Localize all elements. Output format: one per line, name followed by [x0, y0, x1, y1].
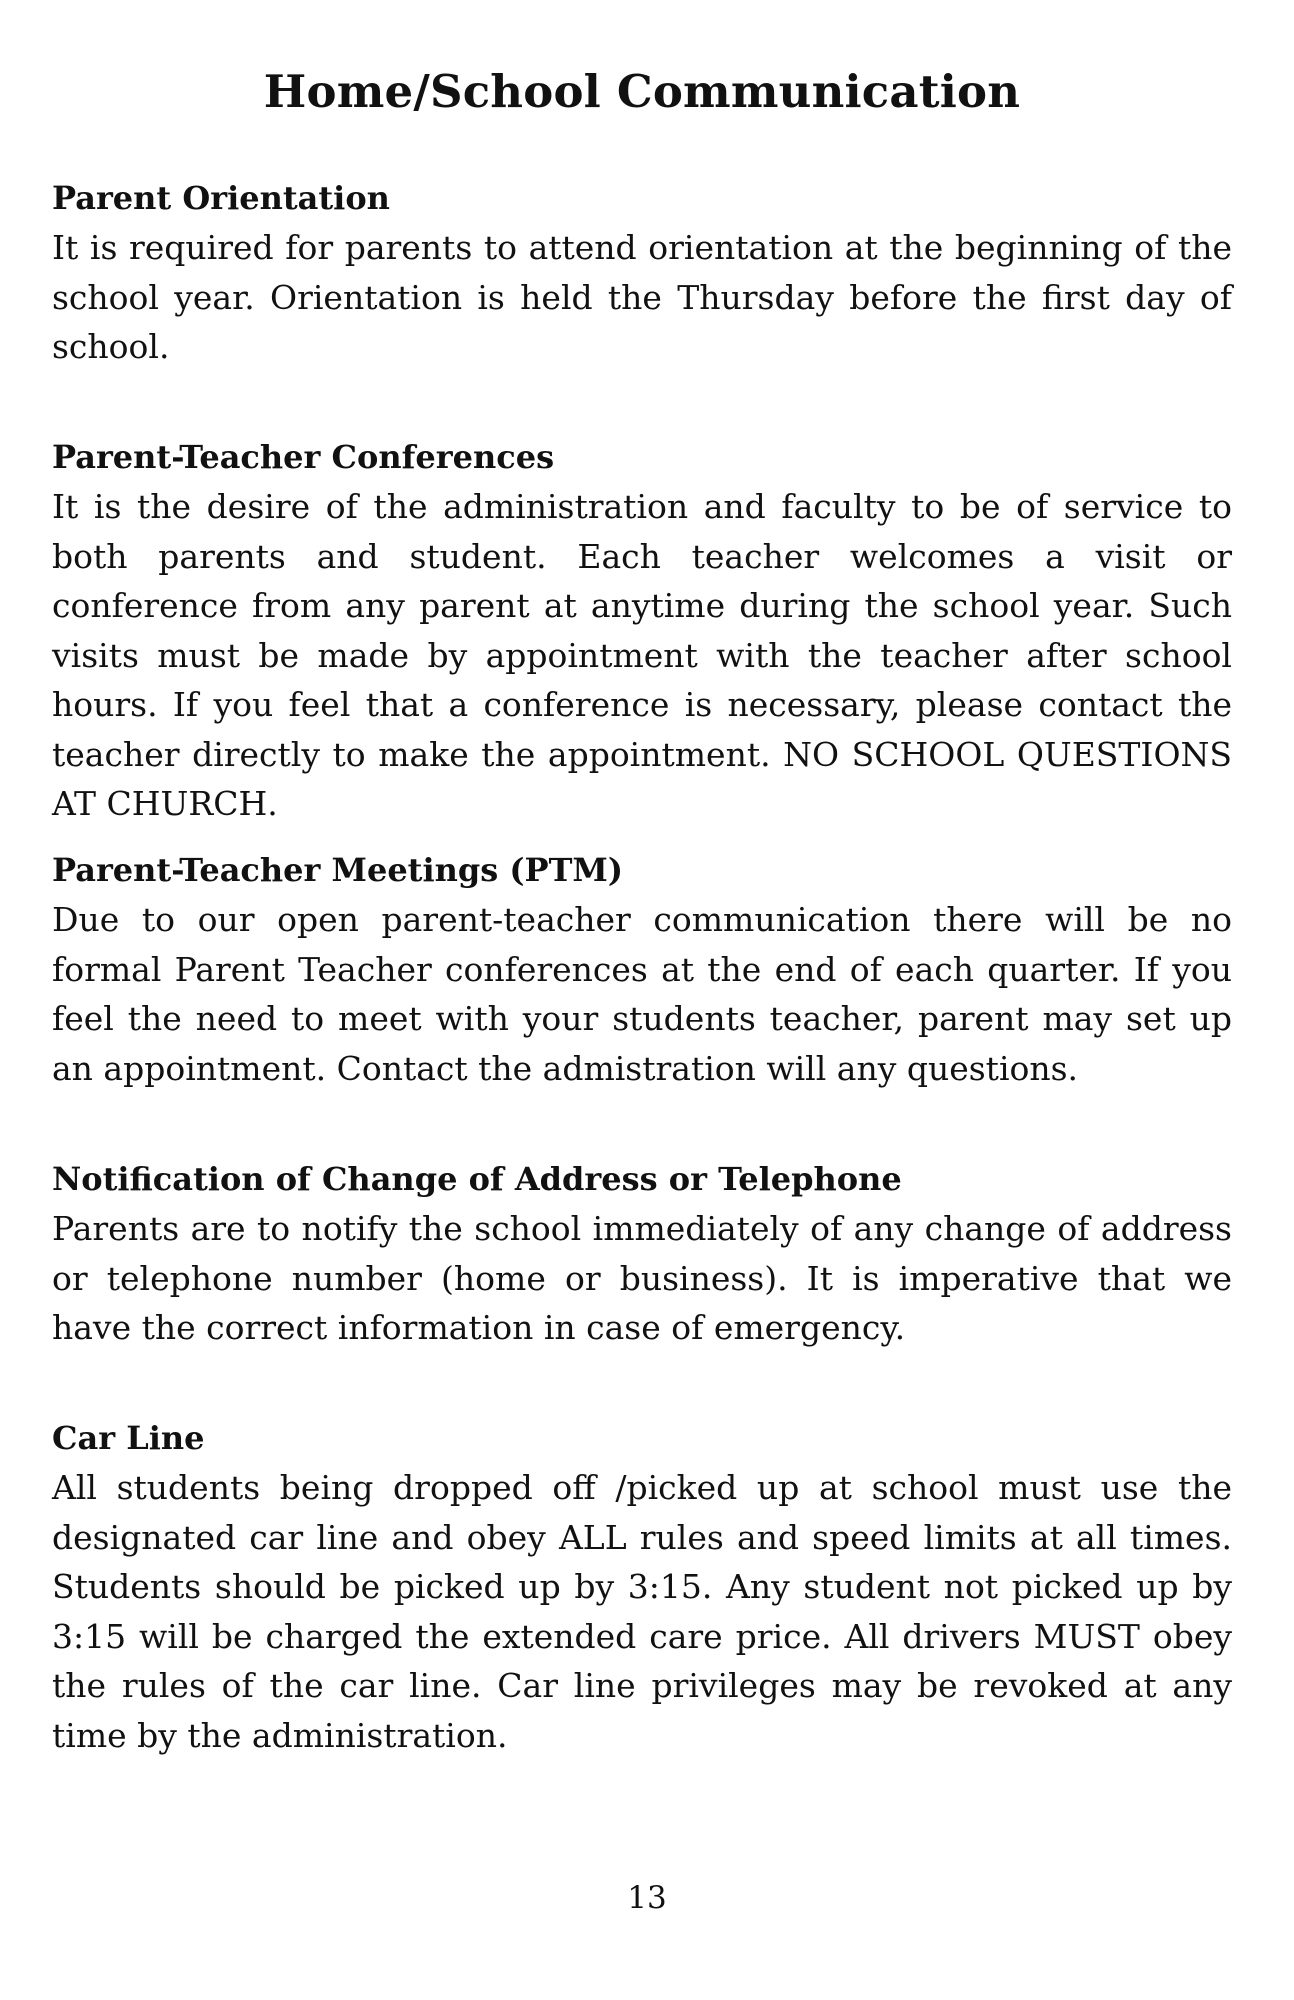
section-heading: Notification of Change of Address or Telephone — [52, 1160, 902, 1198]
section-body: It is the desire of the administration and faculty to be of service to both parents and student. Each teacher welcomes a visit or conference from any parent at anytime during the school year. Such visits must be made by appointment with the teacher after school hours. If you feel that a conference is necessary, please contact the teacher directly to make the appointment. NO SCHOOL QUESTIONS AT CHURCH. — [52, 487, 1232, 823]
section-body: It is required for parents to attend orientation at the beginning of the school year. Orientation is held the Thursday before the first day of school. — [52, 228, 1232, 366]
section-parent-teacher-meetings — [52, 846, 1232, 1093]
section-body: Due to our open parent-teacher communication there will be no formal Parent Teacher conferences at the end of each quarter. If you feel the need to meet with your students teacher, parent may set up an appointment. Contact the admistration will any questions. — [52, 900, 1232, 1088]
section-car-line — [52, 1414, 1232, 1760]
page-number: 13 — [627, 1880, 667, 1916]
section-heading: Car Line — [52, 1419, 205, 1457]
section-parent-orientation — [52, 174, 1232, 372]
section-body: Parents are to notify the school immediately of any change of address or telephone number (home or business). It is imperative that we have the correct information in case of emergency. — [52, 1209, 1232, 1347]
section-body: All students being dropped off /picked up at school must use the designated car line and obey ALL rules and speed limits at all times. Students should be picked up by 3:15. Any student not picked up by 3:15 will be charged the extended care price. All drivers MUST obey the rules of the car line. Car line privileges may be revoked at any time by the administration. — [52, 1468, 1232, 1755]
section-heading: Parent-Teacher Conferences — [52, 438, 555, 476]
section-heading: Parent-Teacher Meetings (PTM) — [52, 851, 623, 889]
section-parent-teacher-conferences — [52, 433, 1232, 829]
document-page — [52, 0, 1232, 1755]
section-heading: Parent Orientation — [52, 179, 390, 217]
section-change-of-address — [52, 1155, 1232, 1353]
page-title: Home/School Communication — [263, 65, 1021, 118]
